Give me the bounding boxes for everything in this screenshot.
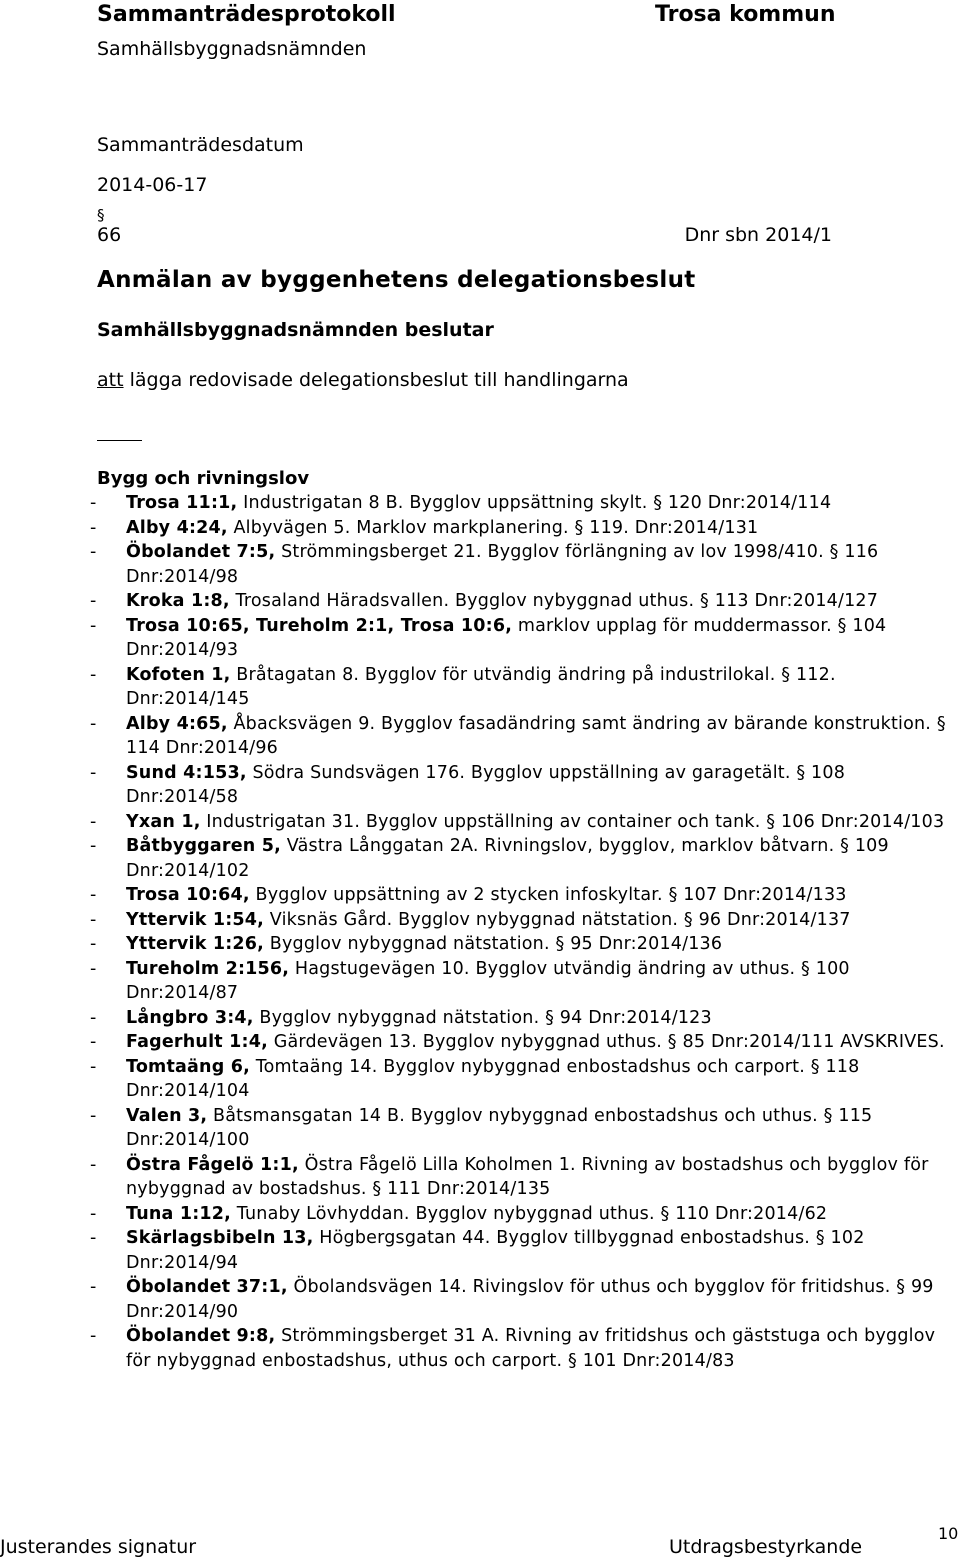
list-item [90,1324,950,1373]
list-item [90,1104,950,1153]
item-description: Högbergsgatan 44. Bygglov tillbyggnad enbostadshus. § 102 Dnr:2014/94 [126,1228,865,1273]
list-item [90,516,950,541]
item-description: Tomtaäng 14. Bygglov nybyggnad enbostadshus och carport. § 118 Dnr:2014/104 [126,1056,860,1101]
list-dash: - [90,1228,97,1248]
item-description: Båtsmansgatan 14 B. Bygglov nybyggnad enbostadshus och uthus. § 115 Dnr:2014/100 [126,1105,873,1150]
list-dash: - [90,1154,97,1175]
item-description: Strömmingsberget 21. Bygglov förlängning av lov 1998/410. § 116 Dnr:2014/98 [126,542,879,587]
property-designation: Trosa 10:65, Tureholm 2:1, Trosa 10:6, [126,615,513,636]
item-description: Västra Långgatan 2A. Rivningslov, bygglov, marklov båtvarn. § 109 Dnr:2014/102 [126,836,889,881]
property-designation: Kofoten 1, [126,664,231,685]
section-heading: Bygg och rivningslov [97,468,310,489]
property-designation: Tureholm 2:156, [126,958,290,979]
meeting-date-label: Sammanträdesdatum [97,134,304,156]
list-item [90,663,950,712]
list-item [90,1030,950,1055]
list-dash: - [90,885,97,905]
list-dash: - [90,615,97,636]
footer-signature-label: Justerandes signatur [0,1536,197,1558]
list-dash: - [90,713,97,734]
property-designation: Alby 4:24, [126,517,228,538]
committee-name: Samhällsbyggnadsnämnden [97,38,367,60]
property-designation: Östra Fågelö 1:1, [126,1154,299,1175]
list-item [90,932,950,957]
list-item [90,712,950,761]
list-item [90,908,950,933]
item-description: Industrigatan 8 B. Bygglov uppsättning skylt. § 120 Dnr:2014/114 [237,493,832,513]
list-item [90,1153,950,1202]
item-description: Södra Sundsvägen 176. Bygglov uppställning av garagetält. § 108 Dnr:2014/58 [126,762,846,807]
footer-certification-label: Utdragsbestyrkande [669,1536,863,1558]
list-item [90,761,950,810]
property-designation: Fagerhult 1:4, [126,1032,268,1052]
list-dash: - [90,762,97,783]
list-dash: - [90,517,97,538]
list-dash: - [90,542,97,562]
property-designation: Yttervik 1:26, [126,934,265,954]
item-description: Hagstugevägen 10. Bygglov utvändig ändring av uthus. § 100 Dnr:2014/87 [126,958,850,1003]
list-dash: - [90,909,97,930]
item-description: Öbolandsvägen 14. Rivingslov för uthus och bygglov för fritidshus. § 99 Dnr:2014/90 [126,1277,934,1322]
property-designation: Yxan 1, [126,811,201,832]
list-item [90,614,950,663]
list-dash: - [90,1032,97,1052]
list-dash: - [90,1105,97,1126]
paragraph-dnr: Dnr sbn 2014/1 [684,224,832,246]
document-title: Sammanträdesprotokoll [97,2,396,27]
property-designation: Alby 4:65, [126,713,228,734]
meeting-date: 2014-06-17 [97,174,208,196]
list-item [90,834,950,883]
property-designation: Långbro 3:4, [126,1007,254,1028]
list-dash: - [90,1326,97,1346]
property-designation: Båtbyggaren 5, [126,836,281,856]
list-item [90,810,950,835]
item-description: Bråtagatan 8. Bygglov för utvändig ändring på industrilokal. § 112. Dnr:2014/145 [126,664,836,709]
divider-rule [97,440,142,441]
list-item [90,1226,950,1275]
permit-list [90,491,950,1373]
decision-text [97,369,629,391]
page-number: 10 [938,1524,959,1543]
list-dash: - [90,1277,97,1297]
list-dash: - [90,958,97,979]
property-designation: Kroka 1:8, [126,591,230,611]
list-item [90,957,950,1006]
list-dash: - [90,1007,97,1028]
item-description: Bygglov nybyggnad nätstation. § 94 Dnr:2014/123 [253,1007,712,1028]
list-dash: - [90,836,97,856]
list-dash: - [90,493,97,513]
list-item [90,1275,950,1324]
paragraph-number: 66 [97,224,122,246]
list-item [90,589,950,614]
property-designation: Öbolandet 9:8, [126,1326,276,1346]
property-designation: Öbolandet 7:5, [126,542,276,562]
list-dash: - [90,591,97,611]
item-description: Åbacksvägen 9. Bygglov fasadändring samt ändring av bärande konstruktion. § 114 Dnr:2014/96 [126,713,946,758]
decision-heading: Samhällsbyggnadsnämnden beslutar [97,319,494,341]
property-designation: Trosa 11:1, [126,493,238,513]
list-dash: - [90,664,97,685]
list-dash: - [90,811,97,832]
property-designation: Yttervik 1:54, [126,909,265,930]
property-designation: Skärlagsbibeln 13, [126,1228,314,1248]
property-designation: Tuna 1:12, [126,1203,232,1224]
property-designation: Sund 4:153, [126,762,247,783]
item-description: Gärdevägen 13. Bygglov nybyggnad uthus. § 85 Dnr:2014/111 AVSKRIVES. [267,1032,945,1052]
list-dash: - [90,934,97,954]
item-description: Tunaby Lövhyddan. Bygglov nybyggnad uthus. § 110 Dnr:2014/62 [231,1203,828,1224]
item-description: Bygglov uppsättning av 2 stycken infoskyltar. § 107 Dnr:2014/133 [249,885,847,905]
paragraph-symbol: § [97,206,105,224]
item-description: Viksnäs Gård. Bygglov nybyggnad nätstation. § 96 Dnr:2014/137 [264,909,851,930]
list-dash: - [90,1056,97,1077]
list-item [90,540,950,589]
list-item [90,883,950,908]
list-item [90,1055,950,1104]
item-description: Östra Fågelö Lilla Koholmen 1. Rivning av bostadshus och bygglov för nybyggnad av bostadshus. § 111 Dnr:2014/135 [126,1154,929,1199]
property-designation: Tomtaäng 6, [126,1056,250,1077]
item-description: marklov upplag för muddermassor. § 104 Dnr:2014/93 [126,615,887,660]
decision-body: lägga redovisade delegationsbeslut till handlingarna [129,369,629,391]
list-item [90,1202,950,1227]
case-title: Anmälan av byggenhetens delegationsbeslut [97,267,696,293]
municipality-name: Trosa kommun [655,2,836,27]
item-description: Trosaland Häradsvallen. Bygglov nybyggnad uthus. § 113 Dnr:2014/127 [229,591,879,611]
list-item [90,1006,950,1031]
item-description: Bygglov nybyggnad nätstation. § 95 Dnr:2014/136 [264,934,723,954]
property-designation: Öbolandet 37:1, [126,1277,288,1297]
list-item [90,491,950,516]
property-designation: Trosa 10:64, [126,885,250,905]
decision-att: att [97,369,124,391]
list-dash: - [90,1203,97,1224]
property-designation: Valen 3, [126,1105,208,1126]
item-description: Industrigatan 31. Bygglov uppställning av container och tank. § 106 Dnr:2014/103 [200,811,945,832]
item-description: Albyvägen 5. Marklov markplanering. § 119. Dnr:2014/131 [227,517,759,538]
item-description: Strömmingsberget 31 A. Rivning av fritidshus och gäststuga och bygglov för nybyggnad enbostadshus, uthus och carport. § 101 Dnr:2014/83 [126,1326,936,1371]
